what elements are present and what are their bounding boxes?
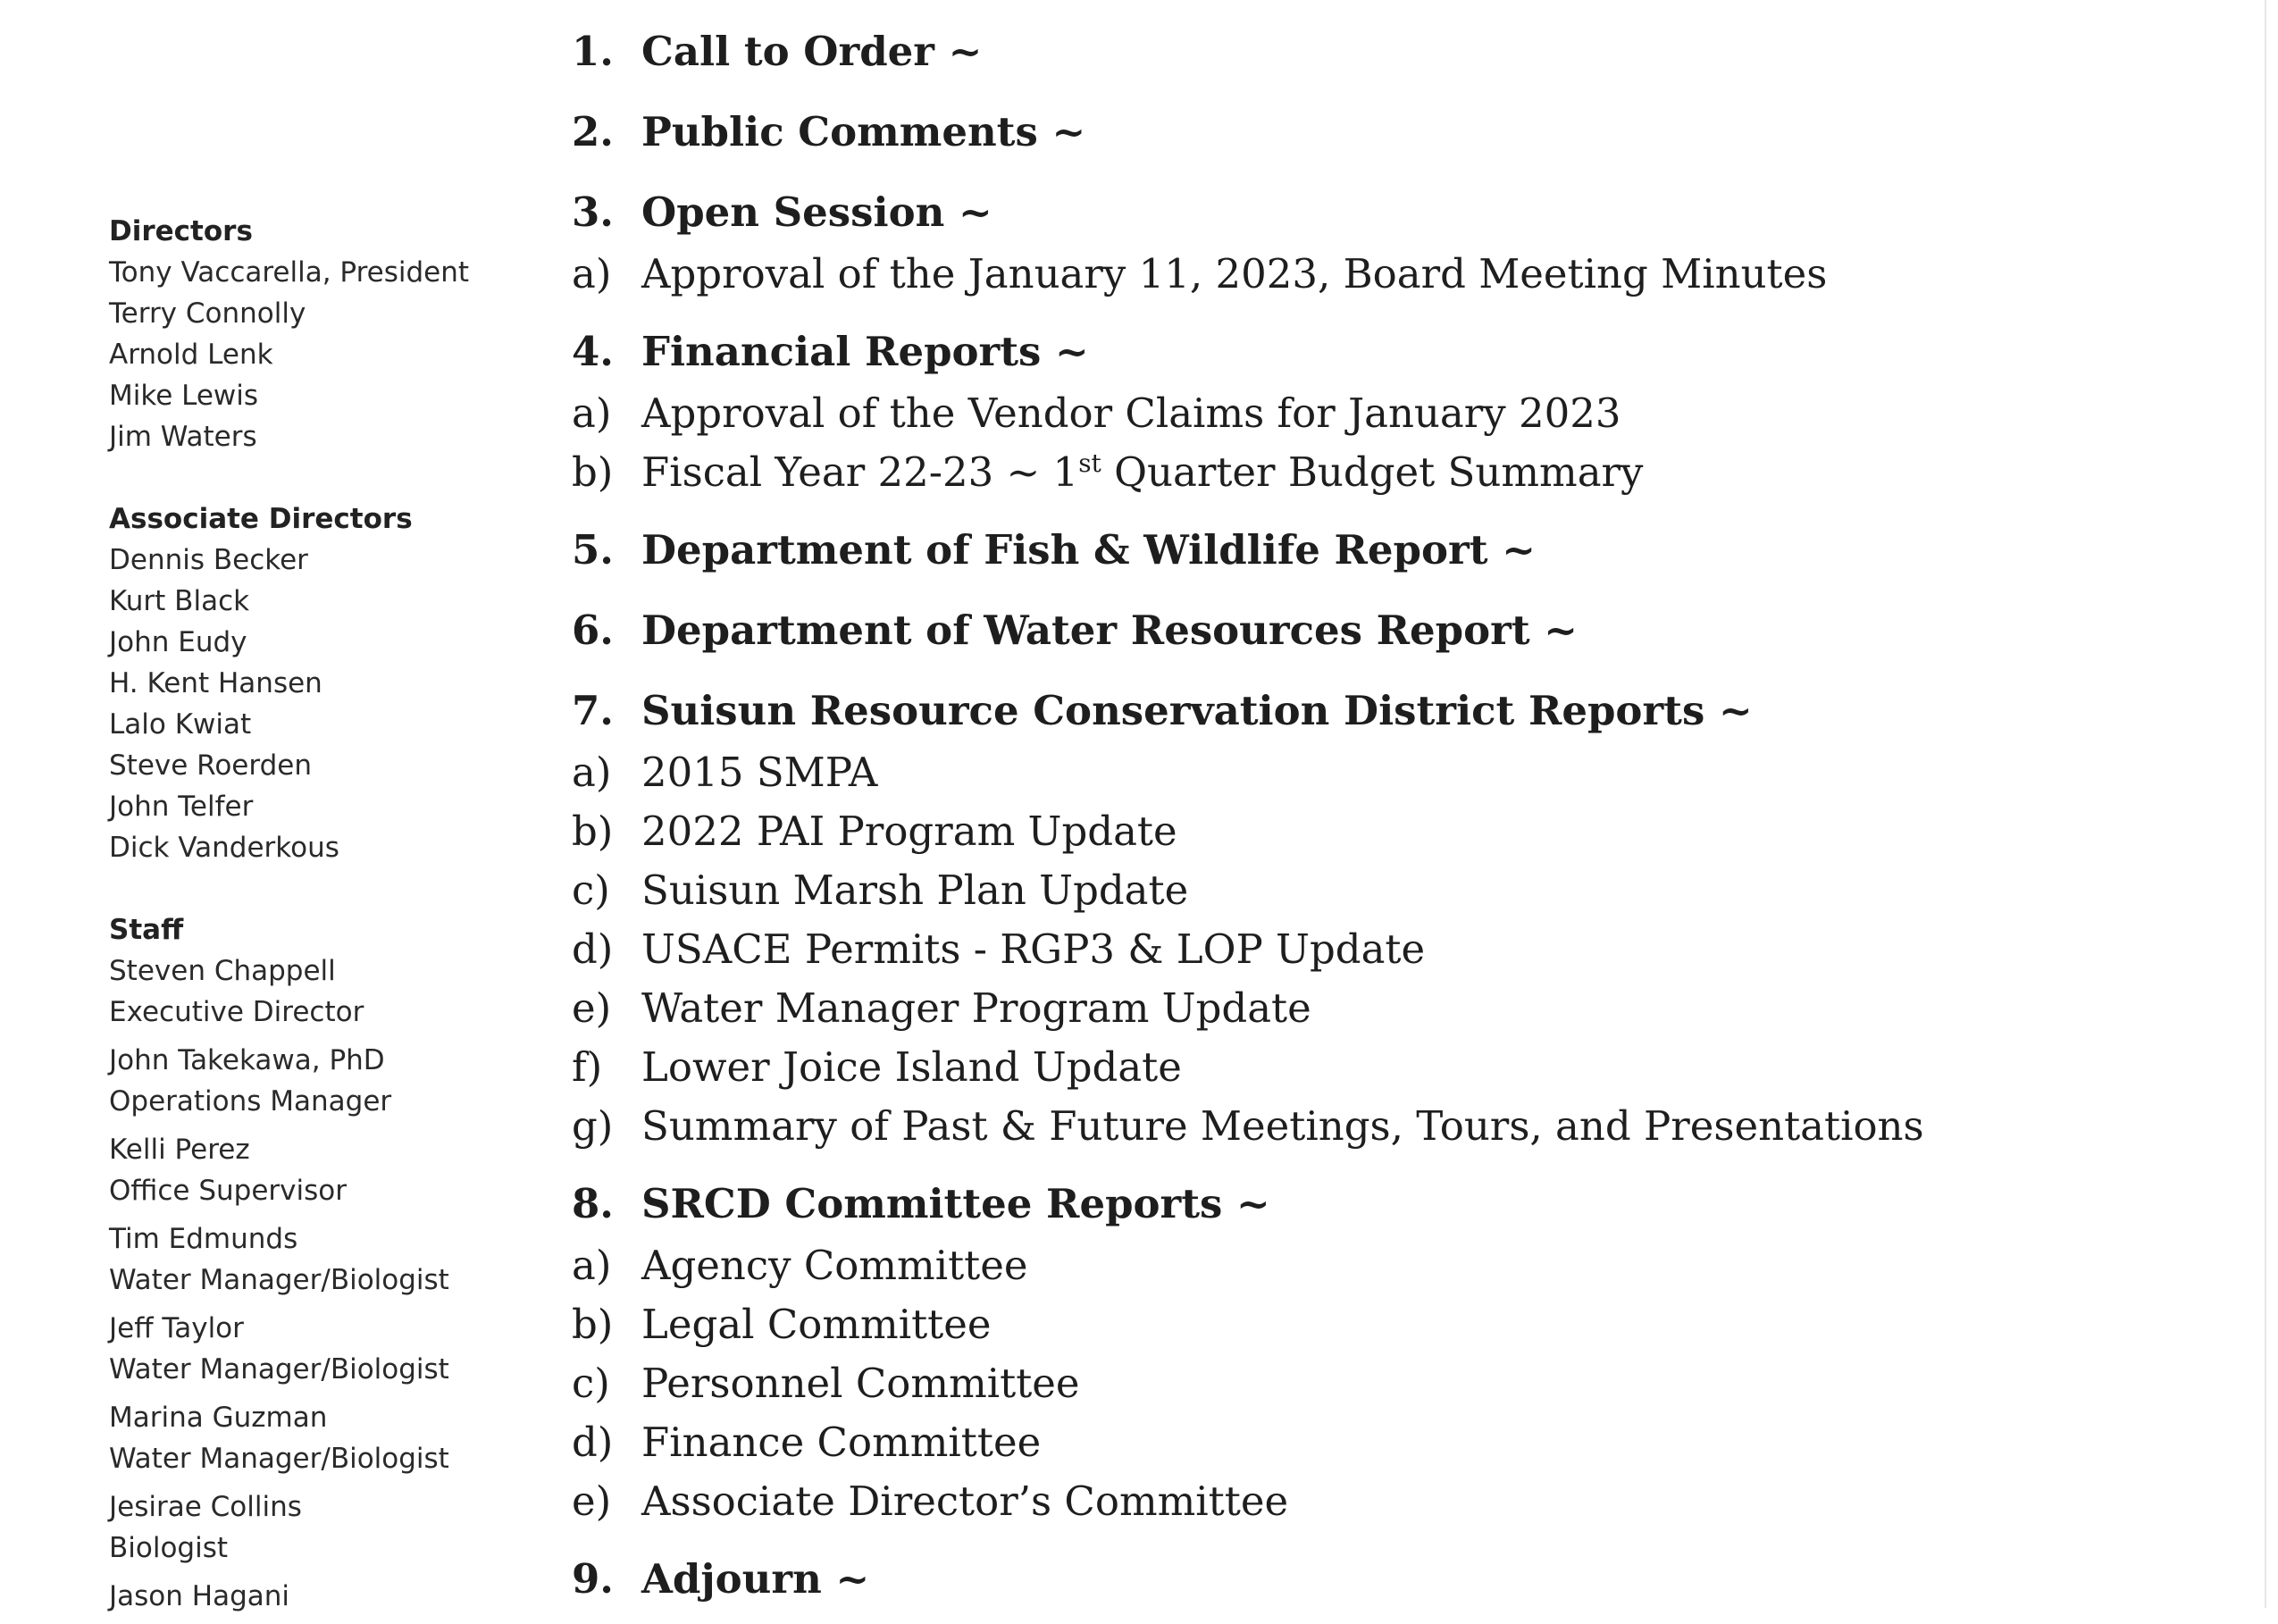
item-letter: a)	[572, 250, 612, 297]
agenda-item	[572, 861, 2251, 920]
item-letter: d)	[572, 1419, 614, 1466]
item-letter: a)	[572, 749, 612, 796]
directors-group	[109, 211, 520, 457]
staff-member	[109, 1397, 520, 1479]
item-text: Personnel Committee	[641, 1360, 1080, 1407]
agenda-section-fish-wildlife	[572, 518, 2251, 582]
item-letter: g)	[572, 1102, 614, 1150]
associate-director-name: Steve Roerden	[109, 749, 312, 782]
item-text: Lower Joice Island Update	[641, 1043, 1182, 1091]
item-text: Approval of the January 11, 2023, Board Meeting Minutes	[641, 250, 1828, 297]
item-text	[641, 443, 1643, 502]
section-title: Public Comments ~	[641, 108, 1086, 155]
item-text: 2022 PAI Program Update	[641, 808, 1177, 855]
spacer	[572, 1156, 2251, 1172]
agenda-section-call-to-order	[572, 20, 2251, 84]
staff-name: Jeff Taylor	[109, 1312, 244, 1344]
item-letter: c)	[572, 1360, 610, 1407]
directors-heading: Directors	[109, 215, 253, 247]
agenda-item	[572, 979, 2251, 1038]
agenda-item	[572, 1472, 2251, 1531]
item-letter: b)	[572, 808, 614, 855]
staff-title: Operations Manager	[109, 1085, 392, 1118]
section-number: 6.	[572, 607, 614, 654]
item-letter: e)	[572, 1478, 612, 1525]
section-title: Call to Order ~	[641, 28, 983, 75]
ordinal-suffix: st	[1078, 448, 1101, 478]
staff-group	[109, 909, 520, 1617]
associate-director-name: H. Kent Hansen	[109, 667, 322, 699]
item-text: Suisun Marsh Plan Update	[641, 866, 1189, 914]
item-letter: e)	[572, 984, 612, 1032]
item-text: Associate Director’s Committee	[641, 1478, 1289, 1525]
associate-director-name: Kurt Black	[109, 585, 250, 617]
agenda-section-financial-reports	[572, 320, 2251, 384]
staff-member	[109, 1218, 520, 1301]
staff-member	[109, 950, 520, 1033]
agenda-item	[572, 1354, 2251, 1413]
staff-title: Biologist	[109, 1532, 229, 1564]
section-number: 2.	[572, 108, 614, 155]
spacer	[572, 663, 2251, 679]
director-name: Tony Vaccarella, President	[109, 256, 470, 289]
staff-name: Jason Hagani	[109, 1580, 289, 1612]
staff-name: Steven Chappell	[109, 955, 336, 987]
item-letter: a)	[572, 1242, 612, 1289]
agenda-section-open-session	[572, 180, 2251, 245]
spacer	[572, 582, 2251, 599]
staff-name: Marina Guzman	[109, 1402, 328, 1434]
section-title: Department of Fish & Wildlife Report ~	[641, 526, 1536, 573]
item-text: Approval of the Vendor Claims for January 2023	[641, 389, 1621, 437]
staff-title: Water Manager/Biologist	[109, 1264, 449, 1296]
item-text: Legal Committee	[641, 1301, 992, 1348]
item-letter: c)	[572, 866, 610, 914]
associate-director-name: Dick Vanderkous	[109, 832, 339, 864]
spacer	[572, 1531, 2251, 1547]
staff-title: Office Supervisor	[109, 1175, 347, 1207]
agenda-section-public-comments	[572, 100, 2251, 164]
item-text: Finance Committee	[641, 1419, 1042, 1466]
item-letter: b)	[572, 1301, 614, 1348]
item-text: 2015 SMPA	[641, 749, 878, 796]
staff-member	[109, 1040, 520, 1122]
agenda-item	[572, 1295, 2251, 1354]
agenda-item	[572, 443, 2251, 502]
section-number: 8.	[572, 1180, 614, 1227]
section-title: Adjourn ~	[641, 1555, 870, 1603]
spacer	[572, 502, 2251, 518]
item-text: Water Manager Program Update	[641, 984, 1311, 1032]
staff-member	[109, 1129, 520, 1211]
section-title: SRCD Committee Reports ~	[641, 1180, 1270, 1227]
agenda-item	[572, 802, 2251, 861]
spacer	[572, 164, 2251, 180]
staff-heading: Staff	[109, 914, 184, 946]
item-text: Agency Committee	[641, 1242, 1028, 1289]
director-name: Mike Lewis	[109, 380, 259, 412]
section-number: 4.	[572, 328, 614, 375]
sidebar-spacer	[109, 457, 520, 498]
spacer	[572, 84, 2251, 100]
director-name: Terry Connolly	[109, 297, 306, 330]
item-letter: f)	[572, 1043, 603, 1091]
staff-name: Tim Edmunds	[109, 1223, 298, 1255]
section-title: Open Session ~	[641, 188, 992, 236]
agenda-section-committee-reports	[572, 1172, 2251, 1236]
agenda-section-water-resources	[572, 599, 2251, 663]
item-letter: d)	[572, 925, 614, 973]
agenda-item	[572, 384, 2251, 443]
agenda-item	[572, 245, 2251, 304]
agenda-item	[572, 920, 2251, 979]
agenda-item	[572, 1236, 2251, 1295]
item-letter: b)	[572, 448, 614, 496]
item-text-before: Fiscal Year 22-23 ~ 1	[641, 448, 1079, 496]
associate-directors-group	[109, 498, 520, 868]
agenda	[572, 20, 2251, 1611]
section-title: Financial Reports ~	[641, 328, 1089, 375]
associate-director-name: Dennis Becker	[109, 544, 308, 576]
staff-title: Executive Director	[109, 996, 364, 1028]
spacer	[572, 304, 2251, 320]
section-number: 5.	[572, 526, 614, 573]
agenda-section-adjourn	[572, 1547, 2251, 1611]
sidebar-roster	[109, 211, 520, 1624]
associate-director-name: John Telfer	[109, 791, 254, 823]
section-number: 9.	[572, 1555, 614, 1603]
agenda-item	[572, 1097, 2251, 1156]
associate-director-name: Lalo Kwiat	[109, 708, 252, 741]
section-title: Department of Water Resources Report ~	[641, 607, 1579, 654]
agenda-section-srcd-reports	[572, 679, 2251, 743]
agenda-item	[572, 1413, 2251, 1472]
staff-title: Water Manager/Biologist	[109, 1353, 449, 1385]
staff-title: Water Manager/Biologist	[109, 1443, 449, 1475]
staff-member	[109, 1576, 520, 1617]
page-edge	[2265, 0, 2266, 1608]
section-number: 7.	[572, 687, 614, 734]
item-text: USACE Permits - RGP3 & LOP Update	[641, 925, 1426, 973]
agenda-item	[572, 1038, 2251, 1097]
staff-member	[109, 1308, 520, 1390]
item-text: Summary of Past & Future Meetings, Tours, and Presentations	[641, 1102, 1924, 1150]
item-text-after: Quarter Budget Summary	[1101, 448, 1644, 496]
staff-name: Kelli Perez	[109, 1134, 250, 1166]
section-title: Suisun Resource Conservation District Reports ~	[641, 687, 1753, 734]
agenda-item	[572, 743, 2251, 802]
sidebar-spacer	[109, 868, 520, 909]
item-letter: a)	[572, 389, 612, 437]
staff-member	[109, 1486, 520, 1569]
associate-directors-heading: Associate Directors	[109, 503, 413, 535]
director-name: Jim Waters	[109, 421, 257, 453]
staff-name: Jesirae Collins	[109, 1491, 302, 1523]
director-name: Arnold Lenk	[109, 339, 273, 371]
section-number: 1.	[572, 28, 614, 75]
staff-name: John Takekawa, PhD	[109, 1044, 385, 1076]
section-number: 3.	[572, 188, 614, 236]
associate-director-name: John Eudy	[109, 626, 247, 658]
